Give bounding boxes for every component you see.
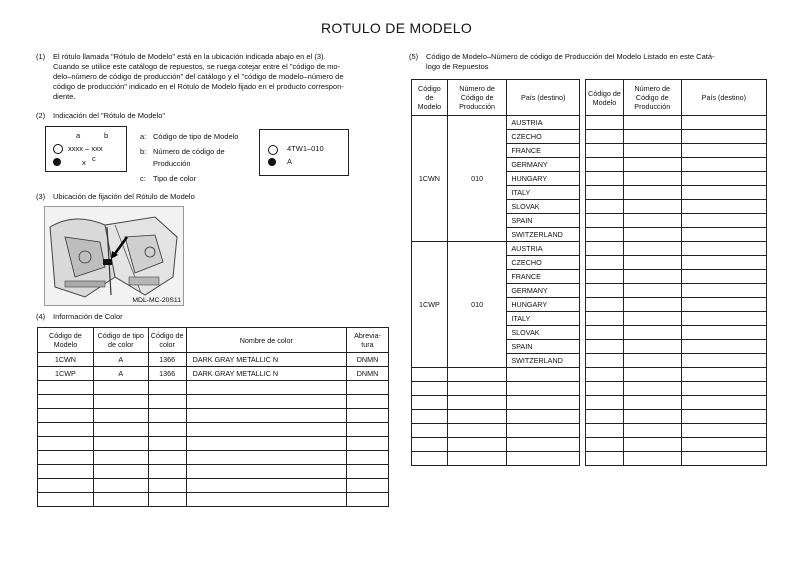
empty-row [586,284,767,298]
empty-row [38,423,389,437]
column-header: Código de color [148,328,186,353]
table-row [412,116,580,130]
column-header: Código de Modelo [412,80,448,116]
empty-row [586,312,767,326]
legend-item: c: Tipo de color [140,174,197,183]
label-legend [140,131,260,185]
country-cell: SLOVAK [507,326,580,340]
empty-row [586,228,767,242]
section-1-line: El rótulo llamada "Rótulo de Modelo" está en la ubicación indicada abajo en el (3). [53,52,326,61]
model-code-cell: 1CWN [412,116,448,242]
legend-item: a: Código de tipo de Modelo [140,132,239,141]
country-cell: SPAIN [507,214,580,228]
diagram-label-a: a [76,131,81,140]
empty-row [586,214,767,228]
column-header: Abrevia- tura [347,328,389,353]
diagram-label-c: c [92,154,96,163]
empty-row [586,256,767,270]
label-example [259,129,349,176]
section-1-line: Cuando se utilice este catálogo de repuestos, se ruega cotejar entre el "código de mo- [53,62,341,71]
empty-row [586,354,767,368]
example-line-2: A [287,157,293,166]
empty-row [38,479,389,493]
empty-row [38,437,389,451]
country-cell: CZECHO [507,130,580,144]
section-1-line: delo–número de código de producción" del catálogo y el "código de modelo–número de [53,72,344,81]
table-row [38,353,389,367]
section-3-heading: Ubicación de fijación del Rótulo de Modelo [53,192,195,201]
empty-row [586,438,767,452]
section-5-number: (5) [409,52,419,61]
empty-row [412,438,580,452]
empty-row [412,452,580,466]
section-4-heading: Información de Color [53,312,123,321]
production-code-table-right [585,79,767,466]
empty-row [586,186,767,200]
country-cell: AUSTRIA [507,116,580,130]
filled-circle-icon [268,158,276,166]
table-cell: 1366 [148,353,186,367]
table-cell: 1CWP [38,367,94,381]
production-code-cell: 010 [447,242,507,368]
legend-item: b: Número de código de [140,147,225,156]
hollow-circle-icon [53,144,63,154]
empty-row [38,465,389,479]
country-cell: AUSTRIA [507,242,580,256]
country-cell: ITALY [507,312,580,326]
country-cell: GERMANY [507,158,580,172]
country-cell: ITALY [507,186,580,200]
column-header: Nombre de color [186,328,346,353]
production-code-cell: 010 [447,116,507,242]
empty-row [38,493,389,507]
color-info-table [37,327,389,507]
model-code-cell: 1CWP [412,242,448,368]
section-5-heading-line: Código de Modelo–Número de código de Producción del Modelo Listado en este Catá- [426,52,715,61]
country-cell: FRANCE [507,144,580,158]
empty-row [586,368,767,382]
empty-row [586,396,767,410]
empty-row [586,424,767,438]
section-2-heading: Indicación del "Rótulo de Modelo" [53,111,166,120]
diagram-code-format: xxxx – xxx [68,144,103,153]
empty-row [586,270,767,284]
image-caption: MDL-MC-20S11 [132,297,181,304]
label-location-image [44,206,184,306]
empty-row [586,172,767,186]
empty-row [586,200,767,214]
empty-row [412,368,580,382]
empty-row [412,396,580,410]
column-header: Código de Modelo [586,80,624,116]
empty-row [412,410,580,424]
filled-circle-icon [53,158,61,166]
country-cell: SPAIN [507,340,580,354]
column-header: Número de Código de Producción [623,80,681,116]
column-header: País (destino) [681,80,766,116]
country-cell: FRANCE [507,270,580,284]
country-cell: SWITZERLAND [507,228,580,242]
column-header: País (destino) [507,80,580,116]
country-cell: HUNGARY [507,298,580,312]
diagram-label-x: x [82,158,86,167]
table-row [412,242,580,256]
country-cell: GERMANY [507,284,580,298]
empty-row [38,409,389,423]
section-5-heading [426,52,766,72]
section-1-number: (1) [36,52,46,61]
empty-row [586,452,767,466]
section-3-number: (3) [36,192,46,201]
empty-row [38,451,389,465]
hollow-circle-icon [268,145,278,155]
column-header: Código de Modelo [38,328,94,353]
example-line-1: 4TW1–010 [287,144,324,153]
empty-row [586,326,767,340]
country-cell: CZECHO [507,256,580,270]
empty-row [586,116,767,130]
motorcycle-frame-illustration [45,207,183,305]
empty-row [38,381,389,395]
table-cell: A [93,367,148,381]
empty-row [586,340,767,354]
section-2-number: (2) [36,111,46,120]
empty-row [412,382,580,396]
column-header: Número de Código de Producción [447,80,507,116]
country-cell: SWITZERLAND [507,354,580,368]
table-cell: A [93,353,148,367]
table-cell: DNMN [347,353,389,367]
empty-row [586,298,767,312]
section-1-line: código de producción" indicado en el Rótulo de Modelo fijado en el producto correspon- [53,82,344,91]
table-cell: DNMN [347,367,389,381]
empty-row [586,242,767,256]
table-cell: 1CWN [38,353,94,367]
label-format-diagram [45,126,127,172]
empty-row [38,395,389,409]
table-cell: DARK GRAY METALLIC N [186,367,346,381]
country-cell: SLOVAK [507,200,580,214]
page-title: ROTULO DE MODELO [320,20,473,36]
section-1-text [53,52,393,102]
legend-item: Producción [153,159,191,168]
empty-row [586,410,767,424]
column-header: Código de tipo de color [93,328,148,353]
empty-row [586,158,767,172]
empty-row [586,382,767,396]
diagram-label-b: b [104,131,109,140]
empty-row [586,144,767,158]
section-1-line: diente. [53,92,76,101]
table-cell: DARK GRAY METALLIC N [186,353,346,367]
country-cell: HUNGARY [507,172,580,186]
table-cell: 1366 [148,367,186,381]
production-code-table-left [411,79,580,466]
empty-row [412,424,580,438]
table-row [38,367,389,381]
section-4-number: (4) [36,312,46,321]
section-5-heading-line: logo de Repuestos [426,62,489,71]
empty-row [586,130,767,144]
